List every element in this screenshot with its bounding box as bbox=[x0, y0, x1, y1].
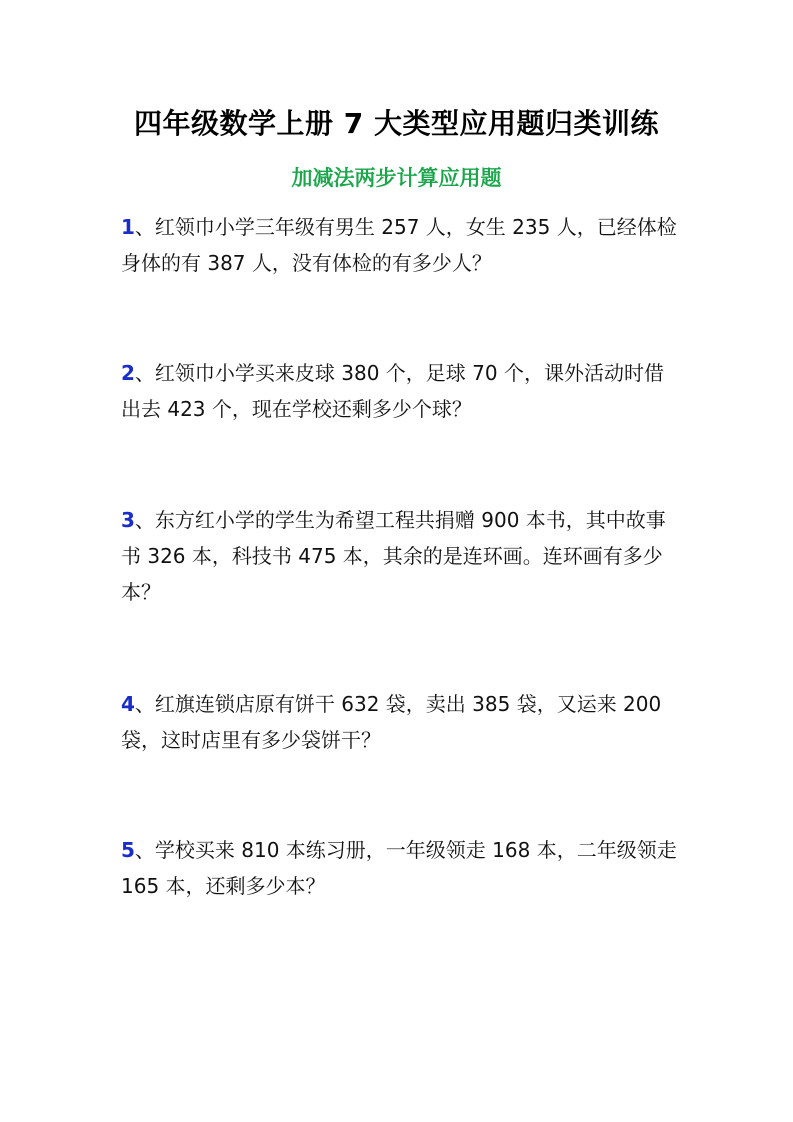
problem-number: 1 bbox=[121, 215, 135, 239]
problem-text: 、红领巾小学买来皮球 380 个，足球 70 个，课外活动时借出去 423 个，现在学校还剩多少个球？ bbox=[121, 361, 664, 421]
problem-5 bbox=[121, 832, 681, 904]
problem-number: 5 bbox=[121, 838, 135, 862]
problem-text: 、东方红小学的学生为希望工程共捐赠 900 本书，其中故事书 326 本，科技书 475 本，其余的是连环画。连环画有多少本？ bbox=[121, 508, 666, 604]
problem-1 bbox=[121, 209, 681, 281]
problem-3 bbox=[121, 502, 681, 610]
problem-number: 2 bbox=[121, 361, 135, 385]
section-title: 加减法两步计算应用题 bbox=[291, 166, 502, 190]
problem-2 bbox=[121, 355, 681, 427]
problem-text: 、红领巾小学三年级有男生 257 人，女生 235 人，已经体检身体的有 387 人，没有体检的有多少人？ bbox=[121, 215, 677, 275]
problem-4 bbox=[121, 686, 681, 758]
problem-number: 3 bbox=[121, 508, 135, 532]
problem-number: 4 bbox=[121, 692, 135, 716]
page-title: 四年级数学上册 7 大类型应用题归类训练 bbox=[134, 107, 659, 140]
problem-text: 、红旗连锁店原有饼干 632 袋，卖出 385 袋，又运来 200 袋，这时店里有多少袋饼干？ bbox=[121, 692, 662, 752]
problem-text: 、学校买来 810 本练习册，一年级领走 168 本，二年级领走 165 本，还剩多少本？ bbox=[121, 838, 677, 898]
